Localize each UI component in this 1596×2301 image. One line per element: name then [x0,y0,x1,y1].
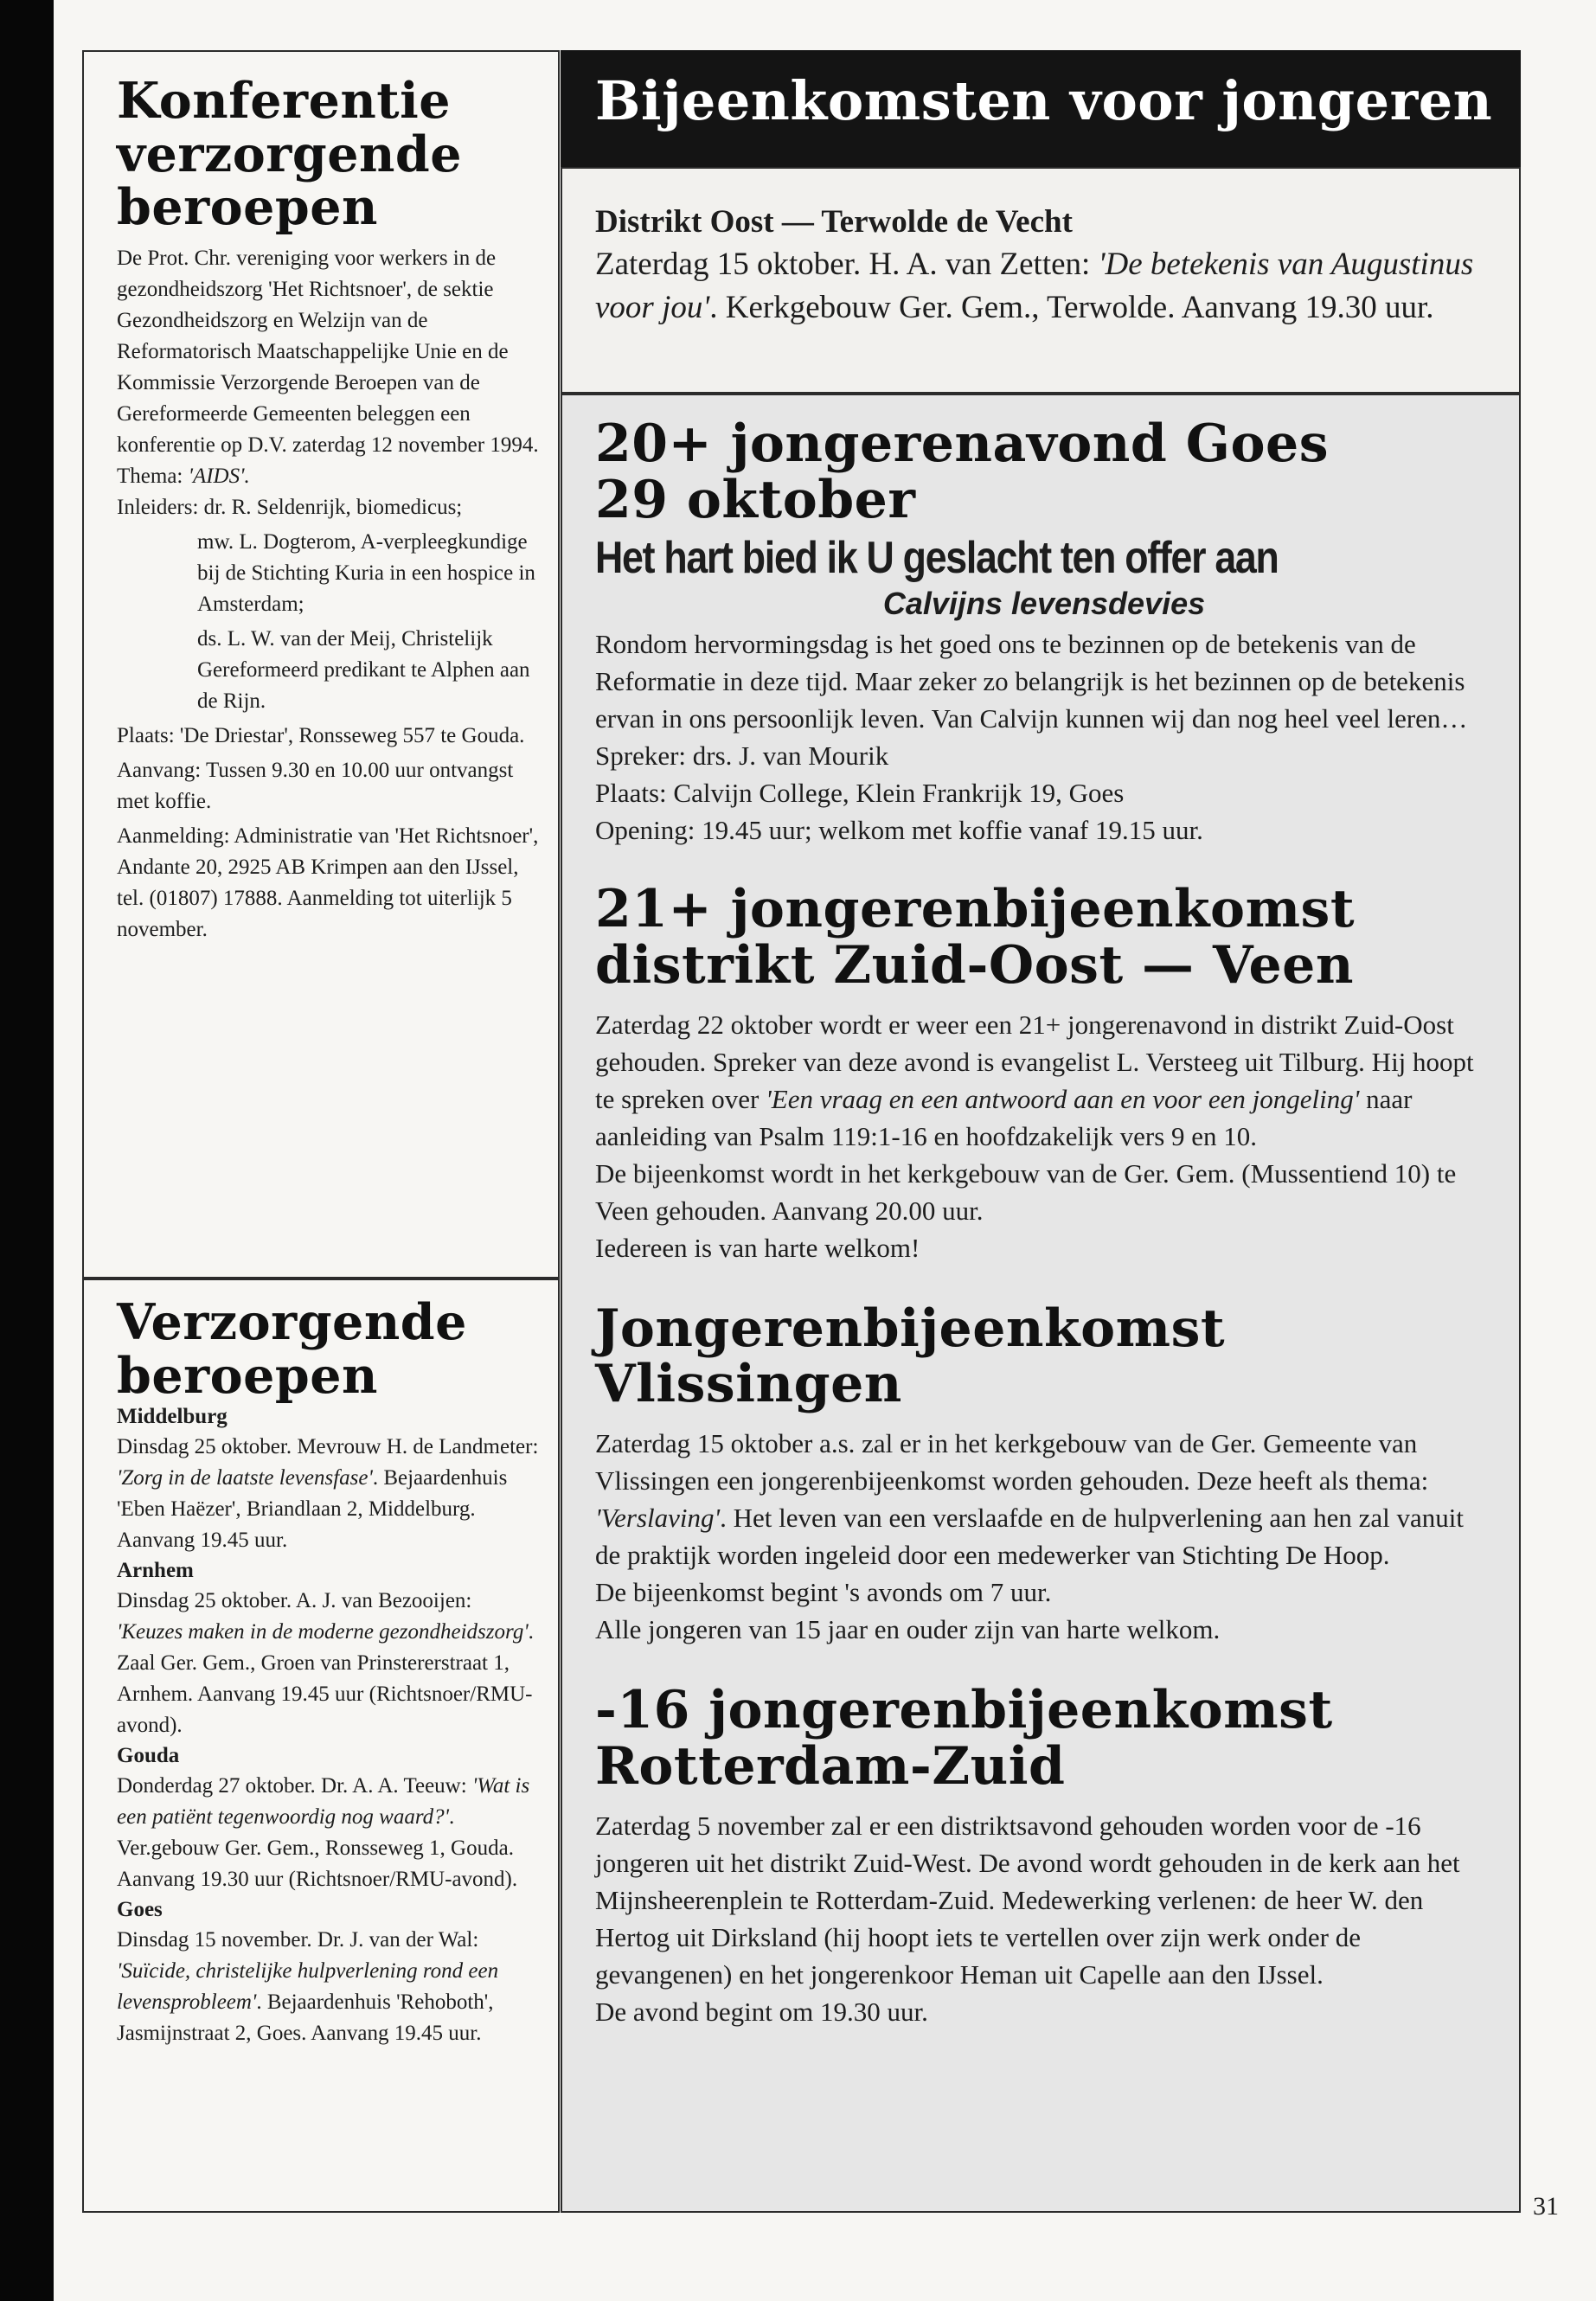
city-heading: Arnhem [117,1559,194,1583]
thema-label: Thema: [117,464,183,488]
city-heading: Gouda [117,1744,180,1768]
konferentie-aanmelding: Aanmelding: Administratie van 'Het Richtsnoer', Andante 20, 2925 AB Krimpen aan den IJssel, tel. (01807) 17888. Aanmelding tot uiterlijk 5 november. [117,824,539,941]
section-banner [561,50,1521,167]
veen-para3: Iedereen is van harte welkom! [595,1232,920,1263]
event-text: Dinsdag 25 oktober. A. J. van Bezooijen: 'Keuzes maken in de moderne gezondheidszorg'. Zaal Ger. Gem., Groen van Prinstererstraat 1, Arnhem. Aanvang 19.45 uur (Richtsnoer/RMU-avond). [117,1589,534,1738]
banner-title: Bijeenkomsten voor jongeren [595,69,1493,132]
vlissingen-title: Jongerenbijeenkomst Vlissingen [595,1298,1226,1415]
konferentie-inleiders [117,492,539,523]
konferentie-aanvang: Aanvang: Tussen 9.30 en 10.00 uur ontvangst met koffie. [117,758,514,813]
rotterdam-body: Zaterdag 5 november zal er een distriktsavond gehouden worden voor de -16 jongeren uit het distrikt Zuid-West. De avond wordt gehouden in de kerk aan het Mijnsheerenplein te Rotterdam-Zuid. Medewerking verlenen: de heer W. den Hertog uit Dirksland (hij hoopt iets te vertellen over zijn werk onder de gevangenen) en het jongerenkoor Heman uit Capelle aan den IJssel. [595,1810,1460,1990]
veen-body: Zaterdag 22 oktober wordt er weer een 21+ jongerenavond in distrikt Zuid-Oost gehouden. Spreker van deze avond is evangelist L. Versteeg uit Tilburg. Hij hoopt te spreken over 'Een vraag en een antwoord aan en voor een jongeling' naar aanleiding van Psalm 119:1-16 en hoofdzakelijk vers 9 en 10. [595,1009,1474,1151]
goes-title: 20+ jongerenavond Goes 29 oktober [595,413,1329,530]
city-heading: Goes [117,1898,163,1922]
inleider-3: ds. L. W. van der Meij, Christelijk Gereformeerd predikant te Alphen aan de Rijn. [197,626,530,713]
verzorgende-box [82,1279,560,2213]
inleider-1: dr. R. Seldenrijk, biomedicus; [203,495,463,519]
page-number: 31 [1533,2192,1559,2221]
jongeren-box [561,394,1521,2213]
thema-value: 'AIDS'. [188,464,250,488]
konferentie-plaats: Plaats: 'De Driestar', Ronsseweg 557 te Gouda. [117,723,525,747]
goes-opening: Opening: 19.45 uur; welkom met koffie vanaf 19.15 uur. [595,814,1203,845]
konferentie-intro: De Prot. Chr. vereniging voor werkers in de gezondheidszorg 'Het Richtsnoer', de sektie Gezondheidszorg en Welzijn van de Reformatorisch Maatschappelijke Unie en de Kommissie Verzorgende Beroepen van de Gereformeerde Gemeenten beleggen een konferentie op D.V. zaterdag 12 november 1994. [117,246,539,457]
verzorgende-item [117,1741,539,1895]
inleider-2: mw. L. Dogterom, A-verpleegkundige bij de Stichting Kuria in een hospice in Amsterdam; [197,529,535,616]
goes-plaats: Plaats: Calvijn College, Klein Frankrijk 19, Goes [595,777,1125,808]
verzorgende-item [117,1895,539,2049]
oost-heading: Distrikt Oost — Terwolde de Vecht [595,204,1073,240]
vlissingen-para2: De bijeenkomst begint 's avonds om 7 uur. [595,1577,1052,1608]
oost-text: Zaterdag 15 oktober. H. A. van Zetten: 'De betekenis van Augustinus voor jou'. Kerkgebouw Ger. Gem., Terwolde. Aanvang 19.30 uur. [595,247,1474,325]
event-text: Dinsdag 15 november. Dr. J. van der Wal: 'Suïcide, christelijke hulpverlening rond een levensprobleem'. Bejaardenhuis 'Rehoboth', Jasmijnstraat 2, Goes. Aanvang 19.45 uur. [117,1928,499,2046]
page-spine [0,0,54,2301]
rotterdam-title: -16 jongerenbijeenkomst Rotterdam-Zuid [595,1680,1333,1797]
rotterdam-section [562,1682,1519,2030]
rotterdam-para2: De avond begint om 19.30 uur. [595,1996,928,2027]
verzorgende-title: Verzorgende beroepen [117,1293,467,1405]
goes-subtitle2: Calvijns levensdevies [882,585,1206,621]
oost-box [561,167,1521,394]
veen-title: 21+ jongerenbijeenkomst distrikt Zuid-Oost — Veen [595,878,1356,996]
vlissingen-section [562,1298,1519,1649]
event-text: Donderdag 27 oktober. Dr. A. A. Teeuw: 'Wat is een patiënt tegenwoordig nog waard?'. Ver.gebouw Ger. Gem., Ronsseweg 1, Gouda. Aanvang 19.30 uur (Richtsnoer/RMU-avond). [117,1774,530,1892]
inleiders-label: Inleiders: [117,495,199,519]
goes-subtitle: Het hart bied ik U geslacht ten offer aan [595,532,1279,583]
vlissingen-body: Zaterdag 15 oktober a.s. zal er in het kerkgebouw van de Ger. Gemeente van Vlissingen een jongerenbijeenkomst worden gehouden. Deze heeft als thema: 'Verslaving'. Het leven van een verslaafde en de hulpverlening aan hen zal vanuit de praktijk worden ingeleid door een medewerker van Stichting De Hoop. [595,1428,1465,1571]
vlissingen-para3: Alle jongeren van 15 jaar en ouder zijn van harte welkom. [595,1614,1221,1645]
verzorgende-item [117,1402,539,1556]
goes-spreker: Spreker: drs. J. van Mourik [595,740,889,771]
veen-para2: De bijeenkomst wordt in het kerkgebouw van de Ger. Gem. (Mussentiend 10) te Veen gehouden. Aanvang 20.00 uur. [595,1157,1457,1226]
verzorgende-item [117,1556,539,1741]
konferentie-box [82,50,560,1279]
veen-section [562,878,1519,1266]
konferentie-thema [117,461,539,492]
konferentie-title: Konferentie verzorgende beroepen [117,72,463,237]
event-text: Dinsdag 25 oktober. Mevrouw H. de Landmeter: 'Zorg in de laatste levensfase'. Bejaardenhuis 'Eben Haëzer', Briandlaan 2, Middelburg. Aanvang 19.45 uur. [117,1435,539,1553]
goes-body: Rondom hervormingsdag is het goed ons te bezinnen op de betekenis van de Reformatie in deze tijd. Maar zeker zo belangrijk is het bezinnen op de betekenis ervan in ons persoonlijk leven. Van Calvijn kunnen wij dan nog heel veel leren… [595,628,1468,734]
city-heading: Middelburg [117,1405,228,1429]
goes-section [562,413,1519,849]
